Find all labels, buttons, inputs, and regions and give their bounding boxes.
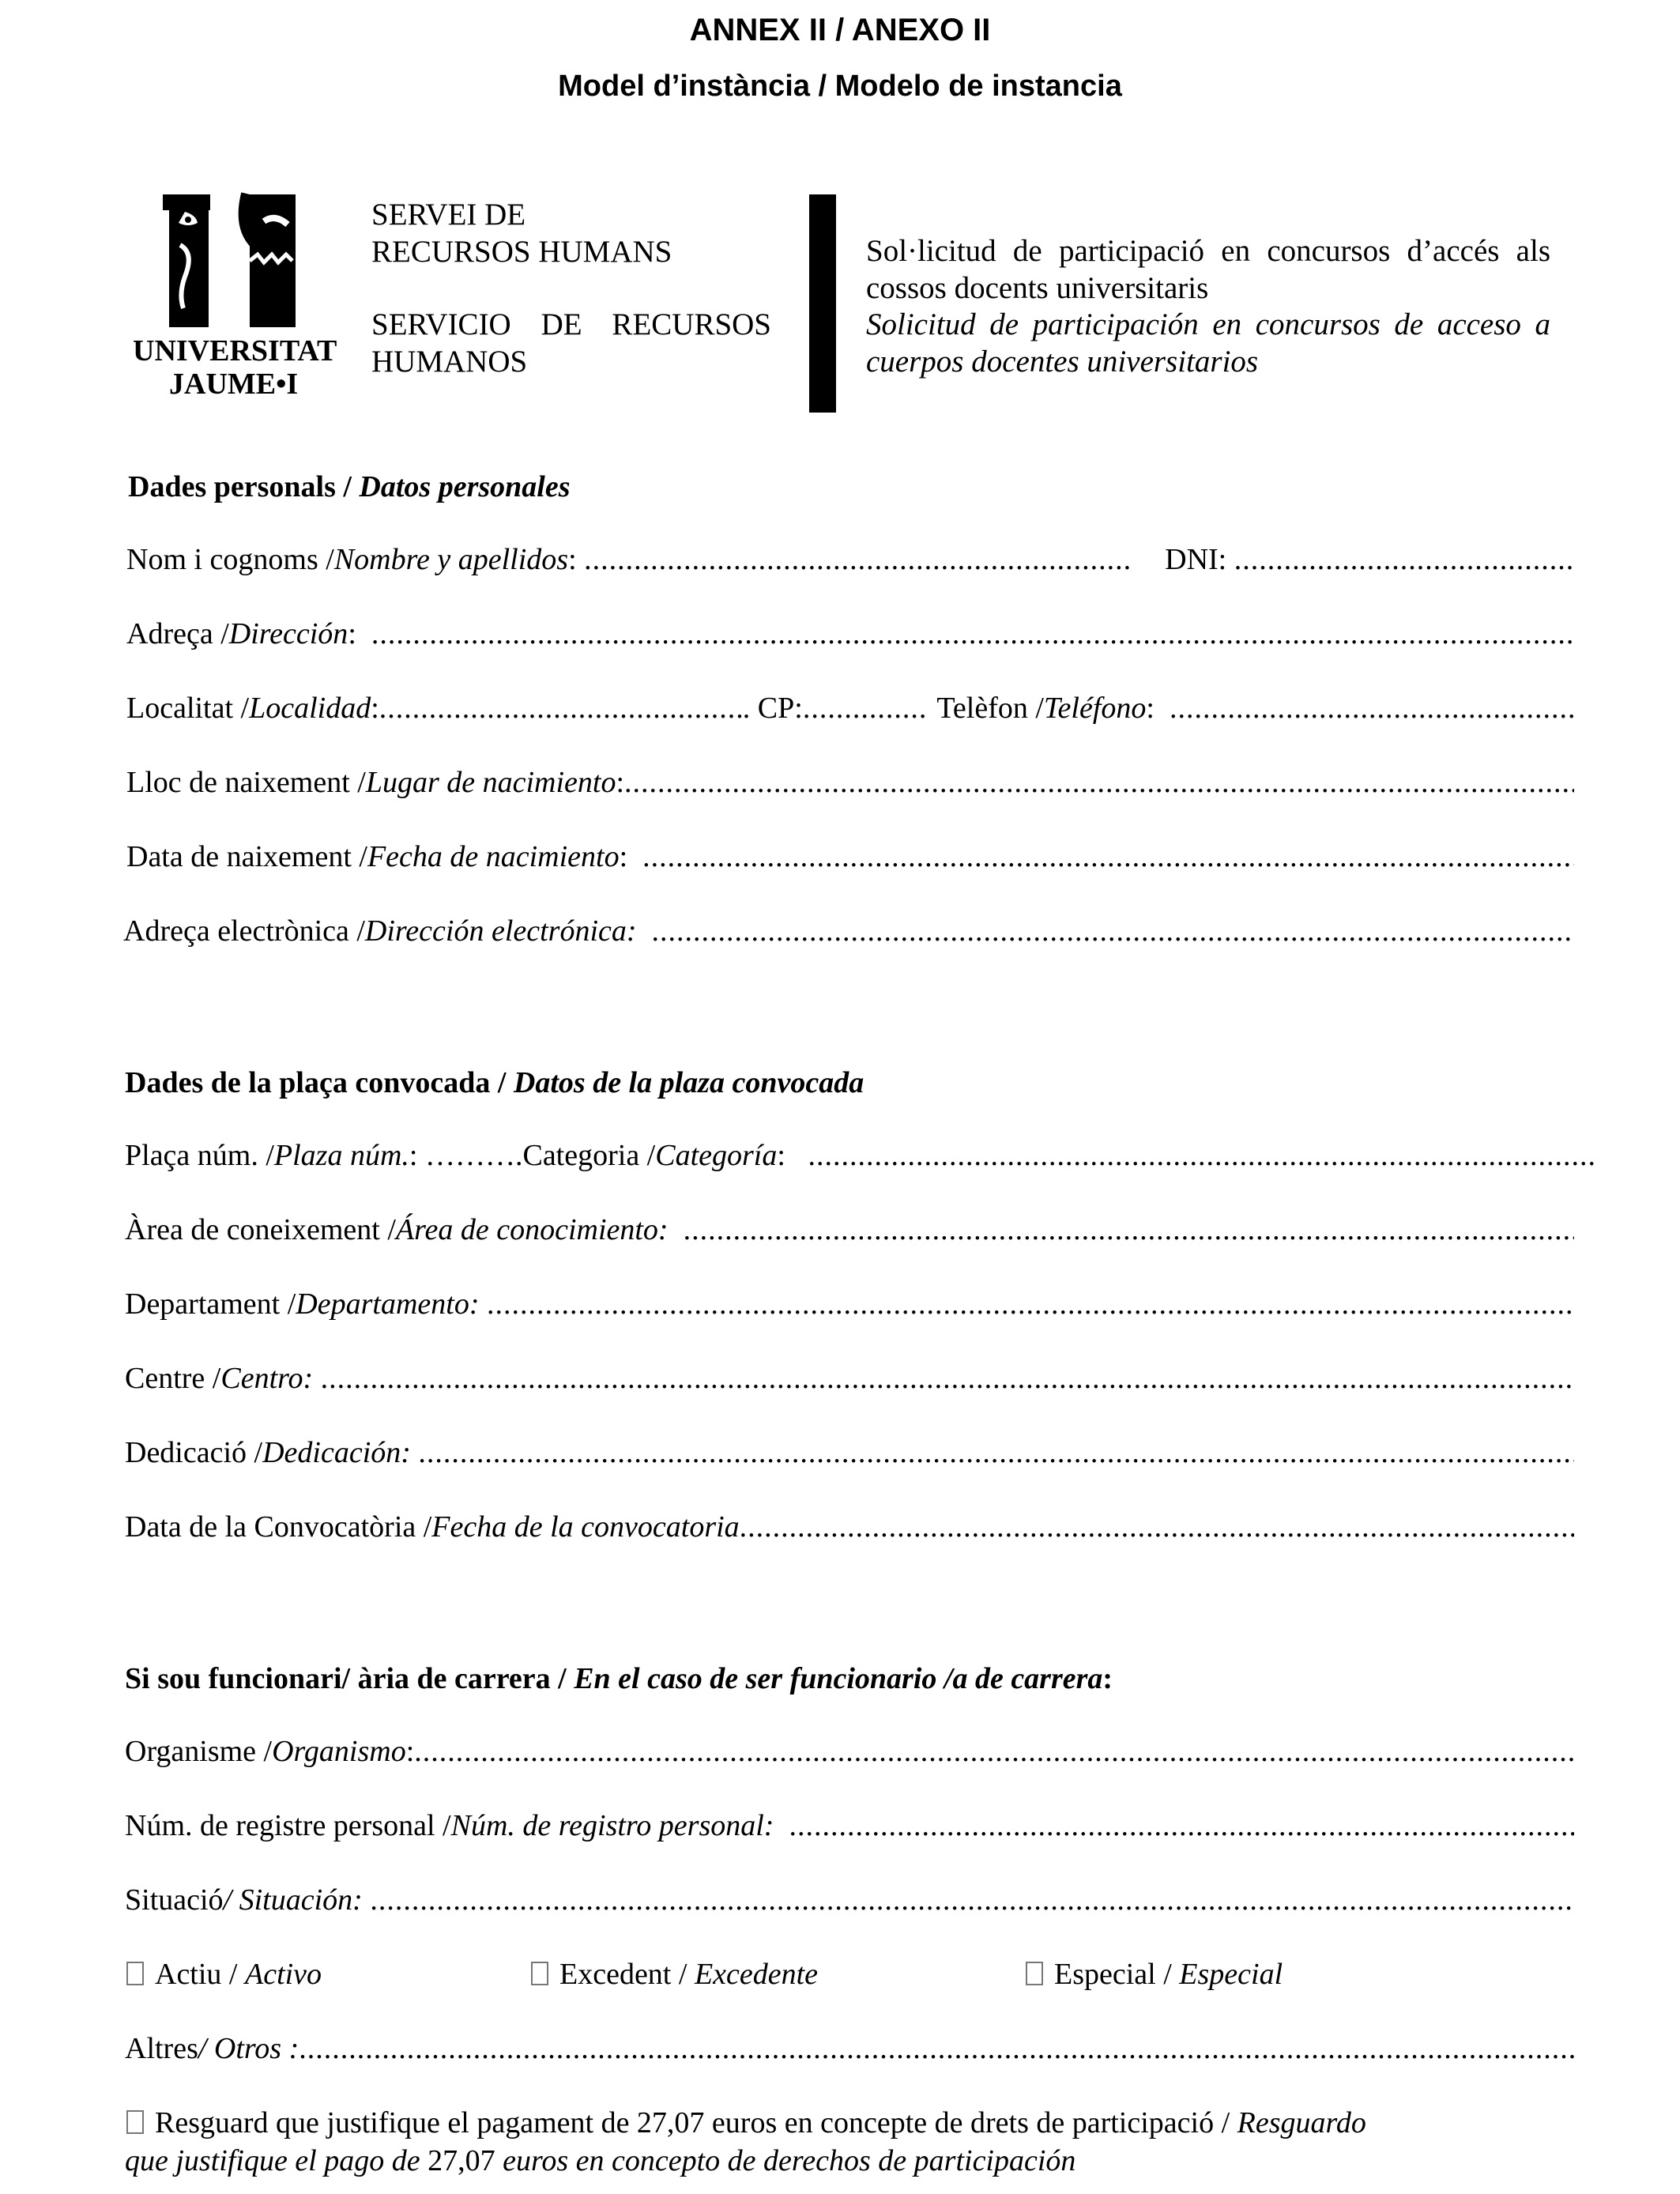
service-name-ca-2: RECURSOS HUMANS (371, 235, 672, 269)
dedication-input[interactable] (418, 1435, 1574, 1470)
field-registry-row[interactable] (125, 1808, 1574, 1848)
field-email-row[interactable] (123, 914, 1574, 953)
field-dedication-row[interactable] (125, 1435, 1574, 1475)
heading-ca: Si sou funcionari/ ària de carrera / (125, 1662, 574, 1695)
checkbox-excedent[interactable] (531, 1957, 818, 1992)
phone-input[interactable] (1170, 691, 1574, 726)
label-ca: Altres (125, 2032, 198, 2065)
label-es: Dirección (228, 617, 348, 650)
label-ca: Especial / (1054, 1958, 1180, 1991)
phone-label-ca: Telèfon / (936, 692, 1044, 725)
service-name-ca-1: SERVEI DE (371, 198, 526, 232)
request-title-es-1: Solicitud de participación en concursos de acceso a (866, 307, 1550, 341)
label-ca: Data de naixement / (126, 840, 367, 873)
colon: : (371, 692, 379, 725)
field-address-row[interactable] (126, 616, 1574, 656)
cp-input[interactable] (803, 691, 929, 726)
cp-label: . CP: (742, 692, 803, 725)
colon: : (405, 1735, 415, 1768)
checkbox-active[interactable] (126, 1957, 322, 1992)
category-label-ca: Categoria / (522, 1139, 656, 1172)
label-ca: Actiu / (155, 1958, 245, 1991)
checkbox-icon[interactable] (1026, 1962, 1043, 1985)
checkbox-receipt[interactable] (126, 2105, 1366, 2140)
locality-input[interactable] (379, 691, 743, 726)
request-title-es-2: cuerpos docentes universitarios (866, 345, 1259, 379)
label-es: Dirección electrónica: (364, 914, 637, 948)
label-ca: Departament / (125, 1287, 296, 1321)
email-input[interactable] (652, 914, 1574, 948)
field-position-row[interactable]: Plaça núm. / Plaza núm. : ………. Categoria / Categoría : ..... (125, 1138, 1596, 1178)
area-input[interactable] (684, 1212, 1574, 1247)
name-input[interactable] (584, 542, 1133, 577)
service-name-es-1: SERVICIO DE RECURSOS (371, 307, 771, 341)
service-name-es-2: HUMANOS (371, 345, 528, 379)
label-ca: Situació (125, 1883, 224, 1917)
category-label-es: Categoría (655, 1139, 778, 1172)
label-ca: Lloc de naixement / (126, 766, 366, 799)
label-es: Plaza núm. (273, 1139, 409, 1172)
field-locality-row[interactable]: Localitat / Localidad : ..... . CP: ..... Telèfon / Teléfono : ..... (126, 691, 1574, 730)
receipt-text-ca: Resguard que justifique el pagament de 27,07 euros en concepte de drets de participació / (155, 2106, 1237, 2139)
label-ca: Nom i cognoms / (126, 543, 334, 576)
field-name-row[interactable] (126, 542, 1574, 582)
receipt-text-es: Resguardo (1237, 2106, 1366, 2139)
field-organism-row[interactable] (125, 1734, 1574, 1774)
checkbox-icon[interactable] (531, 1962, 548, 1985)
label-ca: Centre / (125, 1362, 221, 1395)
label-es: Fecha de nacimiento (367, 840, 620, 873)
address-input[interactable] (371, 616, 1574, 651)
colon: : (568, 543, 585, 576)
logo-text-line1: UNIVERSITAT (133, 334, 337, 368)
label-ca: Localitat / (126, 692, 250, 725)
label-es: Activo (244, 1958, 322, 1991)
label-es: Departamento: (296, 1287, 480, 1321)
request-title-ca-2: cossos docents universitaris (866, 271, 1209, 305)
heading-es: Datos de la plaza convocada (513, 1066, 864, 1099)
label-es: / Otros : (198, 2032, 299, 2065)
position-number-input[interactable]: : ………. (409, 1139, 523, 1172)
colon: : (1102, 1662, 1113, 1695)
checkbox-special[interactable] (1026, 1957, 1283, 1992)
birthplace-input[interactable] (624, 765, 1574, 800)
label-ca: Àrea de coneixement / (125, 1213, 396, 1246)
header-divider (809, 194, 836, 413)
receipt-line-2 (125, 2143, 1075, 2178)
label-es: Nombre y apellidos (333, 543, 569, 576)
label-es: Área de conocimiento: (395, 1213, 669, 1246)
checkbox-icon[interactable] (126, 1962, 144, 1985)
logo-text-line2: JAUME•I (169, 368, 299, 401)
organism-input[interactable] (414, 1734, 1574, 1769)
label-es: Fecha de la convocatoria (431, 1510, 740, 1544)
colon: : (616, 766, 625, 799)
label-es: / Situación: (223, 1883, 363, 1917)
label-ca: Excedent / (559, 1958, 695, 1991)
label-ca: Dedicació / (125, 1436, 263, 1469)
field-birthdate-row[interactable] (126, 839, 1574, 879)
request-title-ca-1: Sol·licitud de participació en concursos d’accés als (866, 234, 1550, 268)
field-area-row[interactable] (125, 1212, 1574, 1252)
logo-emblem-icon (131, 190, 340, 332)
centre-input[interactable] (321, 1361, 1574, 1396)
category-input[interactable] (808, 1138, 1596, 1173)
field-others-row[interactable] (125, 2031, 1574, 2071)
field-situation-row[interactable] (125, 1883, 1574, 1922)
label-es: Lugar de nacimiento (365, 766, 616, 799)
section-heading-civil-servant (125, 1661, 1113, 1696)
receipt-amount: 27,07 (428, 2144, 495, 2177)
label-ca: Adreça / (126, 617, 229, 650)
dni-label: DNI: (1165, 543, 1227, 576)
label-es: Núm. de registro personal: (450, 1809, 774, 1842)
field-birthplace-row[interactable] (126, 765, 1574, 805)
receipt-text-es-a: que justifique el pago de (125, 2144, 428, 2177)
label-ca: Data de la Convocatòria / (125, 1510, 432, 1544)
heading-ca: Dades de la plaça convocada / (125, 1066, 514, 1099)
birthdate-input[interactable] (642, 839, 1574, 874)
checkbox-icon[interactable] (126, 2110, 144, 2134)
label-es: Localidad (249, 692, 371, 725)
university-logo (131, 190, 340, 403)
label-es: Excedente (694, 1958, 819, 1991)
registry-input[interactable] (789, 1808, 1574, 1843)
label-es: Dedicación: (262, 1436, 411, 1469)
call-date-input[interactable] (740, 1510, 1574, 1544)
form-subtitle: Model d’instància / Modelo de instancia (558, 70, 1122, 103)
field-call-date-row[interactable] (125, 1510, 1574, 1549)
section-heading-position (125, 1065, 864, 1100)
department-input[interactable] (487, 1287, 1574, 1321)
heading-es: Datos personales (359, 470, 571, 503)
phone-label-es: Teléfono (1043, 692, 1147, 725)
field-department-row[interactable] (125, 1287, 1574, 1326)
dni-input[interactable] (1234, 542, 1574, 577)
label-ca: Plaça núm. / (125, 1139, 274, 1172)
field-centre-row[interactable] (125, 1361, 1574, 1400)
label-es: Especial (1179, 1958, 1283, 1991)
section-heading-personal (128, 469, 571, 504)
heading-ca: Dades personals / (128, 470, 360, 503)
label-ca: Adreça electrònica / (123, 914, 365, 948)
heading-es: En el caso de ser funcionario /a de carrera (574, 1662, 1103, 1695)
annex-title: ANNEX II / ANEXO II (689, 13, 991, 47)
label-ca: Núm. de registre personal / (125, 1809, 451, 1842)
colon: : (348, 617, 371, 650)
label-ca: Organisme / (125, 1735, 273, 1768)
colon: : (619, 840, 643, 873)
label-es: Organismo (272, 1735, 406, 1768)
situation-input[interactable] (370, 1883, 1574, 1917)
others-input[interactable] (299, 2031, 1574, 2066)
receipt-text-es-b: euros en concepto de derechos de participación (495, 2144, 1076, 2177)
label-es: Centro: (220, 1362, 314, 1395)
